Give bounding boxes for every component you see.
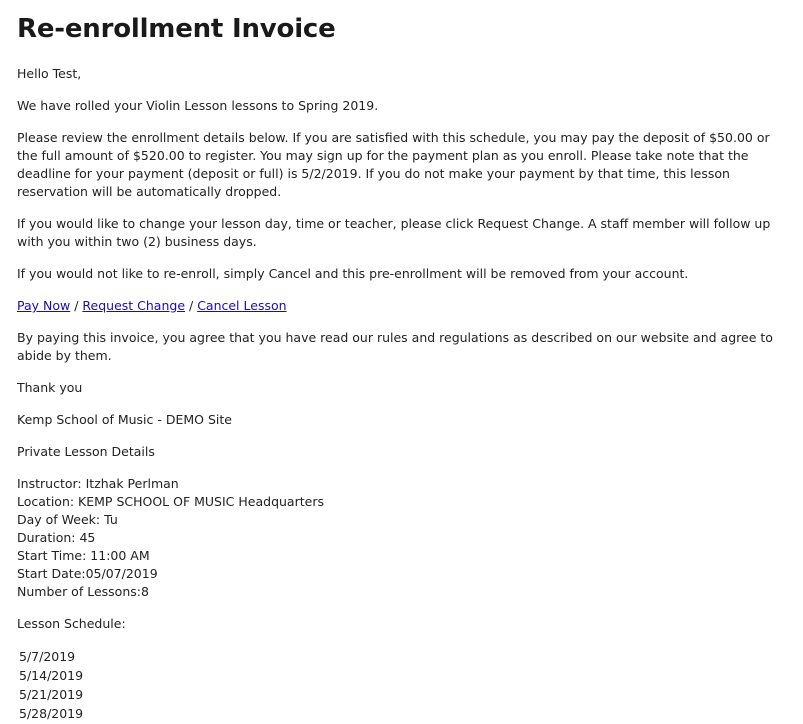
schedule-date: 5/7/2019: [19, 649, 76, 664]
intro-text: We have rolled your Violin Lesson lessons to Spring 2019.: [17, 98, 379, 113]
request-change-link[interactable]: Request Change: [82, 298, 186, 313]
detail-start-time: Start Time: 11:00 AM: [17, 548, 150, 563]
action-links: [17, 297, 785, 315]
change-info-text: If you would like to change your lesson day, time or teacher, please click Request Change. A staff member will follow up with you within two (2) business days.: [17, 216, 771, 249]
detail-start-date: Start Date:05/07/2019: [17, 566, 158, 581]
details-heading: Private Lesson Details: [17, 444, 155, 459]
thanks-text: Thank you: [17, 380, 83, 395]
lesson-schedule: [17, 647, 785, 723]
school-name: Kemp School of Music - DEMO Site: [17, 412, 232, 427]
schedule-date: 5/14/2019: [19, 668, 84, 683]
cancel-info-text: If you would not like to re-enroll, simply Cancel and this pre-enrollment will be removed from your account.: [17, 266, 689, 281]
pay-now-link[interactable]: Pay Now: [17, 298, 71, 313]
cancel-lesson-link[interactable]: Cancel Lesson: [197, 298, 287, 313]
agreement-text: By paying this invoice, you agree that you have read our rules and regulations as described on our website and agree to abide by them.: [17, 330, 773, 363]
detail-num-lessons: Number of Lessons:8: [17, 584, 149, 599]
detail-location: Location: KEMP SCHOOL OF MUSIC Headquarters: [17, 494, 324, 509]
review-text: Please review the enrollment details below. If you are satisfied with this schedule, you may pay the deposit of $50.00 or the full amount of $520.00 to register. You may sign up for the payment plan as you enroll. Please take note that the deadline for your payment (deposit or full) is 5/2/2019. If you do not make your payment by that time, this lesson reservation will be automatically dropped.: [17, 130, 770, 199]
schedule-heading: Lesson Schedule:: [17, 616, 126, 631]
detail-duration: Duration: 45: [17, 530, 96, 545]
link-separator: /: [185, 298, 198, 313]
page-title: Re-enrollment Invoice: [17, 14, 336, 44]
link-separator: /: [70, 298, 83, 313]
schedule-date: 5/21/2019: [19, 687, 84, 702]
greeting-text: Hello Test,: [17, 66, 82, 81]
detail-instructor: Instructor: Itzhak Perlman: [17, 476, 179, 491]
invoice-page: [0, 13, 803, 723]
detail-day: Day of Week: Tu: [17, 512, 118, 527]
lesson-details: [17, 475, 785, 601]
schedule-date: 5/28/2019: [19, 706, 84, 721]
